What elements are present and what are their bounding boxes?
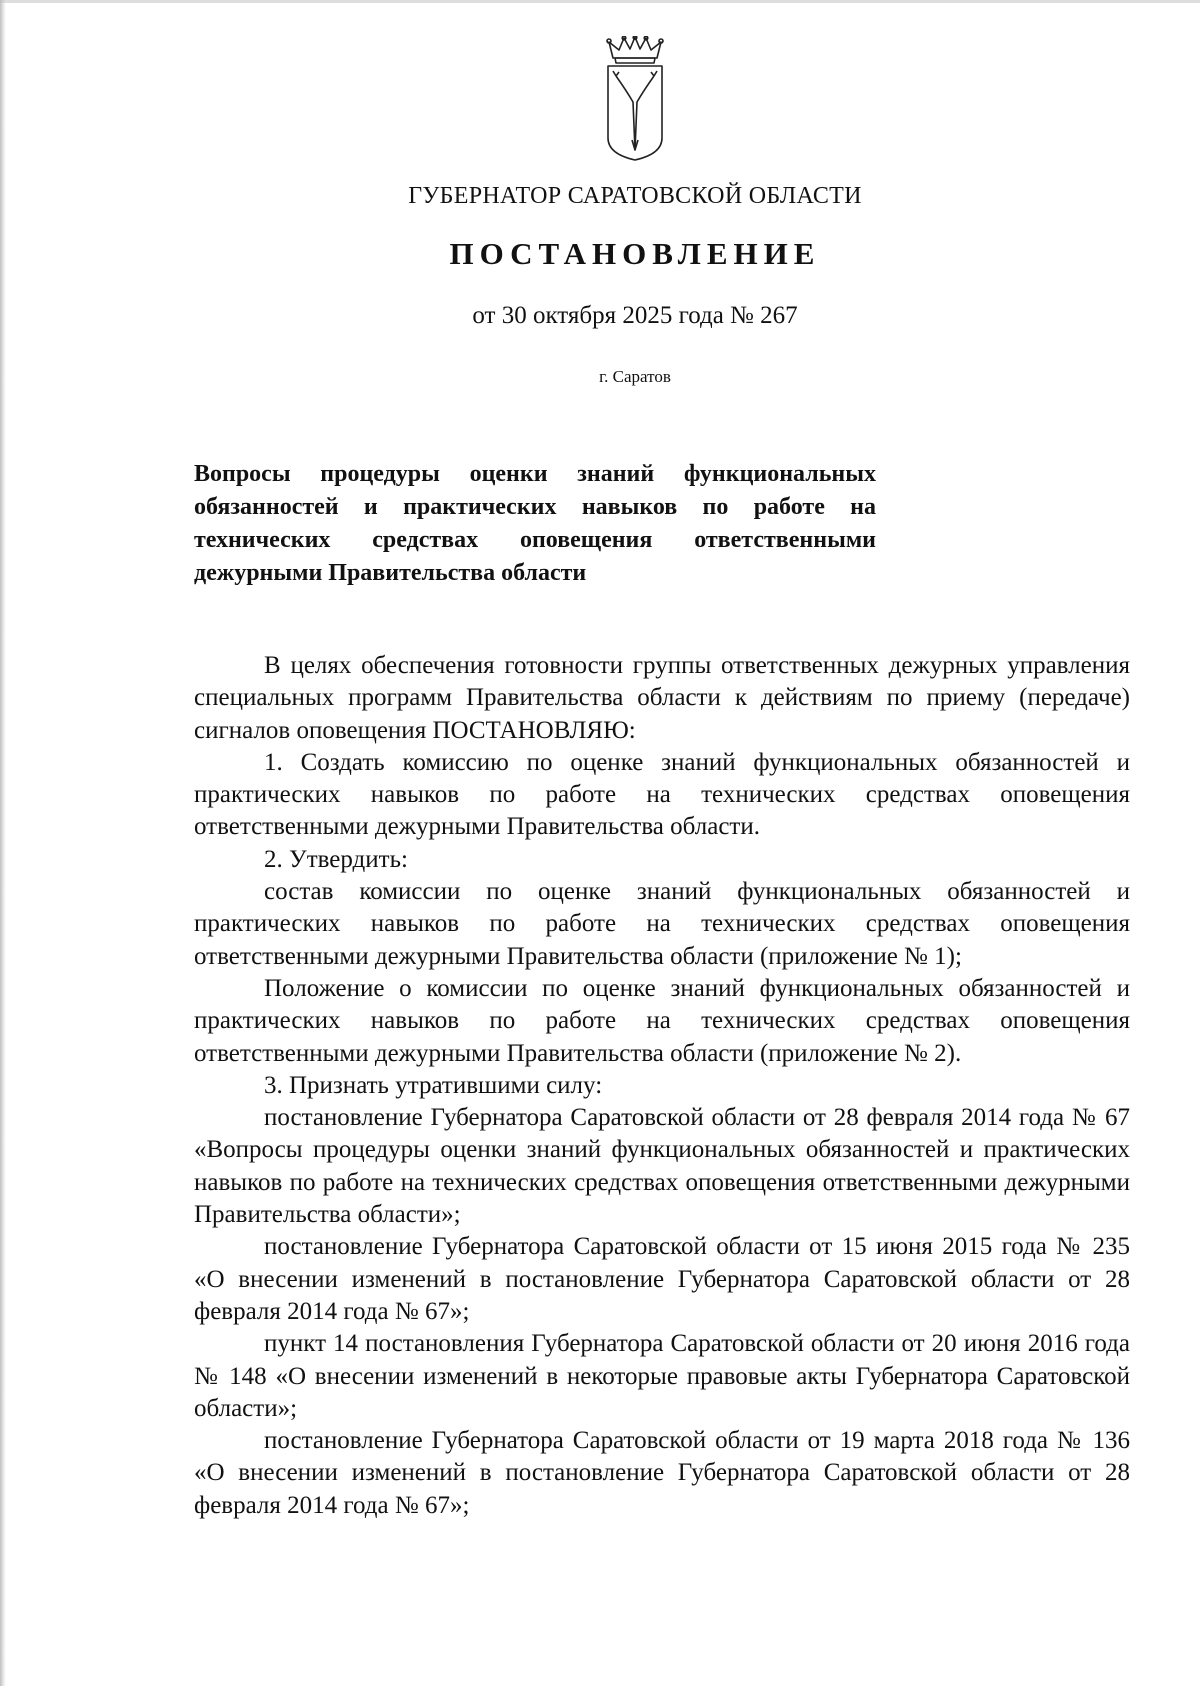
paragraph-item-2-regulation: Положение о комиссии по оценке знаний функциональных обязанностей и практических навыков по работе на технических средствах оповещения ответственными дежурными Правительства области (приложение № 2). — [194, 974, 1130, 1067]
saratov-coat-of-arms-icon — [604, 36, 666, 162]
document-date-number: от 30 октября 2025 года № 267 — [472, 302, 798, 329]
scan-edge-top — [0, 0, 1200, 3]
paragraph-item-1: 1. Создать комиссию по оценке знаний функциональных обязанностей и практических навыков по работе на технических средствах оповещения ответственными дежурными Правительства области. — [194, 748, 1130, 841]
paragraph-repealed-act-1: постановление Губернатора Саратовской области от 28 февраля 2014 года № 67 «Вопросы процедуры оценки знаний функциональных обязанностей и практических навыков по работе на технических средствах оповещения ответственными дежурными Правительства области»; — [194, 1104, 1130, 1229]
paragraph-repealed-act-2: постановление Губернатора Саратовской области от 15 июня 2015 года № 235 «О внесении изменений в постановление Губернатора Саратовской области от 28 февраля 2014 года № 67»; — [194, 1233, 1130, 1325]
paragraph-preamble: В целях обеспечения готовности группы ответственных дежурных управления специальных программ Правительства области к действиям по приему (передаче) сигналов оповещения ПОСТАНОВЛЯЮ: — [194, 652, 1130, 744]
issuing-authority: ГУБЕРНАТОР САРАТОВСКОЙ ОБЛАСТИ — [408, 183, 862, 209]
paragraph-item-3: 3. Признать утратившими силу: — [264, 1071, 603, 1099]
paragraph-item-2: 2. Утвердить: — [264, 845, 408, 873]
document-type-heading: ПОСТАНОВЛЕНИЕ — [449, 236, 821, 271]
document-city: г. Саратов — [599, 367, 671, 386]
document-body — [194, 650, 1130, 1522]
document-title: Вопросы процедуры оценки знаний функциональных обязанностей и практических навыков по работе на технических средствах оповещения ответственными дежурными Правительства области — [194, 461, 876, 586]
paragraph-repealed-act-4: постановление Губернатора Саратовской области от 19 марта 2018 года № 136 «О внесении изменений в постановление Губернатора Саратовской области от 28 февраля 2014 года № 67»; — [194, 1427, 1130, 1519]
paragraph-repealed-act-3: пункт 14 постановления Губернатора Саратовской области от 20 июня 2016 года № 148 «О внесении изменений в некоторые правовые акты Губернатора Саратовской области»; — [194, 1330, 1130, 1422]
paragraph-item-2-composition: состав комиссии по оценке знаний функциональных обязанностей и практических навыков по работе на технических средствах оповещения ответственными дежурными Правительства области (приложение № 1); — [194, 878, 1130, 970]
